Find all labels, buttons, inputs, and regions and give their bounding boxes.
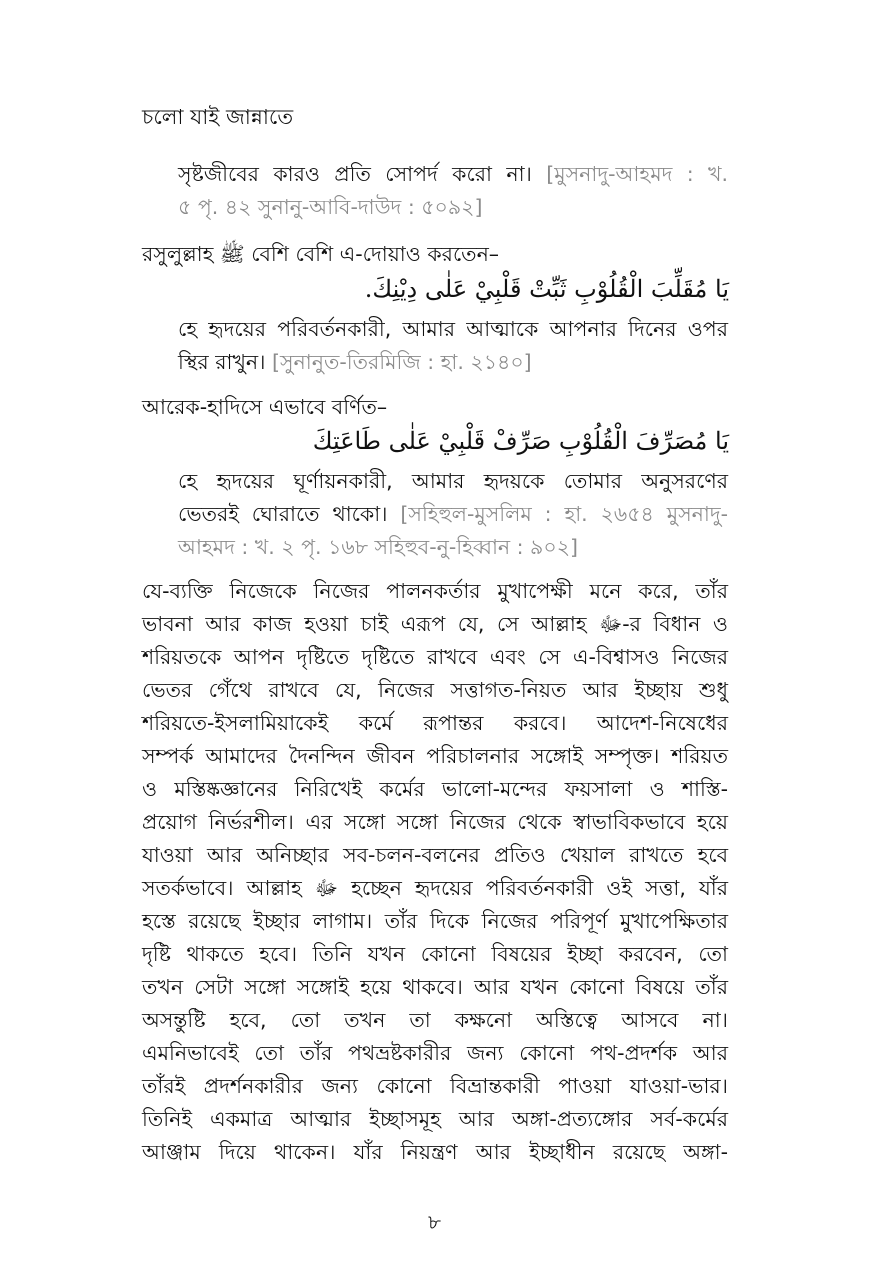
- body-line: শরিয়তে-ইসলামিয়াকেই কর্মে রূপান্তর করবে। আদেশ-নিষেধের: [142, 711, 728, 735]
- translation-line: হে হৃদয়ের পরিবর্তনকারী, আমার আত্মাকে আপনার দিনের ওপর: [178, 317, 728, 341]
- body-line: যাওয়া আর অনিচ্ছার সব-চলন-বলনের প্রতিও খেয়াল রাখতে হবে: [142, 843, 728, 867]
- body-line: সম্পর্ক আমাদের দৈনন্দিন জীবন পরিচালনার সঙ্গোই সম্পৃক্ত। শরিয়ত: [142, 744, 728, 768]
- arabic-dua: يَا مُصَرِّفَ الْقُلُوْبِ صَرِّفْ قَلْبِيْ عَلٰى طَاعَتِكَ: [312, 427, 729, 455]
- body-line: হস্তে রয়েছে ইচ্ছার লাগাম। তাঁর দিকে নিজের পরিপূর্ণ মুখাপেক্ষিতার: [142, 909, 728, 933]
- dua-intro: রসুলুল্লাহ ﷺ বেশি বেশি এ-দোয়াও করতেন–: [142, 242, 500, 266]
- body-line: তাঁরই প্রদর্শনকারীর জন্য কোনো বিভ্রান্তকারী পাওয়া যাওয়া-ভার।: [142, 1074, 728, 1098]
- body-line: ভেতর গেঁথে রাখবে যে, নিজের সত্তাগত-নিয়ত আর ইচ্ছায় শুধু: [142, 678, 728, 702]
- citation: [মুসনাদু-আহমদ : খ.: [546, 162, 728, 186]
- running-header: চলো যাই জান্নাতে: [142, 105, 294, 129]
- body-line: যে-ব্যক্তি নিজেকে নিজের পালনকর্তার মুখাপেক্ষী মনে করে, তাঁর: [142, 579, 728, 603]
- citation-line: আহমদ : খ. ২ পৃ. ১৬৮ সহিহুব-নু-হিব্বান : ৯০২]: [178, 535, 579, 559]
- body-line: ভাবনা আর কাজ হওয়া চাই এরূপ যে, সে আল্লাহ ﷻ-র বিধান ও: [142, 612, 728, 636]
- translation-line: স্থির রাখুন। [সুনানুত-তিরমিজি : হা. ২১৪০]: [178, 350, 532, 374]
- body-line: তখন সেটা সঙ্গো সঙ্গোই হয়ে থাকবে। আর যখন কোনো বিষয়ে তাঁর: [142, 975, 728, 999]
- body-line: তিনিই একমাত্র আত্মার ইচ্ছাসমূহ আর অঙ্গা-প্রত্যঙ্গোর সর্ব-কর্মের: [142, 1107, 728, 1131]
- dua-translation: [178, 313, 728, 379]
- citation: [সহিহুল-মুসলিম : হা. ২৬৫৪ মুসনাদু-: [400, 502, 728, 526]
- quote-block: [178, 158, 728, 224]
- dua-translation: [178, 465, 728, 564]
- body-line: আঞ্জাম দিয়ে থাকেন। যাঁর নিয়ন্ত্রণ আর ইচ্ছাধীন রয়েছে অঙ্গা-: [142, 1140, 728, 1164]
- body-line: প্রয়োগ নির্ভরশীল। এর সঙ্গো সঙ্গো নিজের থেকে স্বাভাবিকভাবে হয়ে: [142, 810, 728, 834]
- body-line: অসন্তুষ্টি হবে, তো তখন তা কক্ষনো অস্তিত্বে আসবে না।: [142, 1008, 728, 1032]
- body-line: সতর্কভাবে। আল্লাহ ﷻ হচ্ছেন হৃদয়ের পরিবর্তনকারী ওই সত্তা, যাঁর: [142, 876, 728, 900]
- body-line: এমনিভাবেই তো তাঁর পথভ্রষ্টকারীর জন্য কোনো পথ-প্রদর্শক আর: [142, 1041, 728, 1065]
- arabic-dua: يَا مُقَلِّبَ الْقُلُوْبِ ثَبِّتْ قَلْبِيْ عَلٰى دِيْنِكَ.: [364, 275, 729, 303]
- body-line: দৃষ্টি থাকতে হবে। তিনি যখন কোনো বিষয়ের ইচ্ছা করবেন, তো: [142, 942, 728, 966]
- dua-intro: আরেক-হাদিসে এভাবে বর্ণিত–: [142, 395, 388, 419]
- body-paragraph: [142, 575, 728, 1169]
- quote-line: সৃষ্টজীবের কারও প্রতি সোপর্দ করো না। [মুসনাদু-আহমদ : খ.: [178, 162, 728, 186]
- page-number: ৮: [428, 1210, 441, 1234]
- citation: [সুনানুত-তিরমিজি : হা. ২১৪০]: [272, 350, 532, 374]
- body-line: শরিয়তকে আপন দৃষ্টিতে দৃষ্টিতে রাখবে এবং সে এ-বিশ্বাসও নিজের: [142, 645, 728, 669]
- body-line: ও মস্তিষ্কজ্ঞানের নিরিখেই কর্মের ভালো-মন্দের ফয়সালা ও শাস্তি-: [142, 777, 728, 801]
- translation-line: হে হৃদয়ের ঘূর্ণায়নকারী, আমার হৃদয়কে তোমার অনুসরণের: [178, 469, 728, 493]
- translation-line: ভেতরই ঘোরাতে থাকো। [সহিহুল-মুসলিম : হা. ২৬৫৪ মুসনাদু-: [178, 502, 728, 526]
- citation-line: ৫ পৃ. ৪২ সুনানু-আবি-দাউদ : ৫০৯২]: [178, 195, 483, 219]
